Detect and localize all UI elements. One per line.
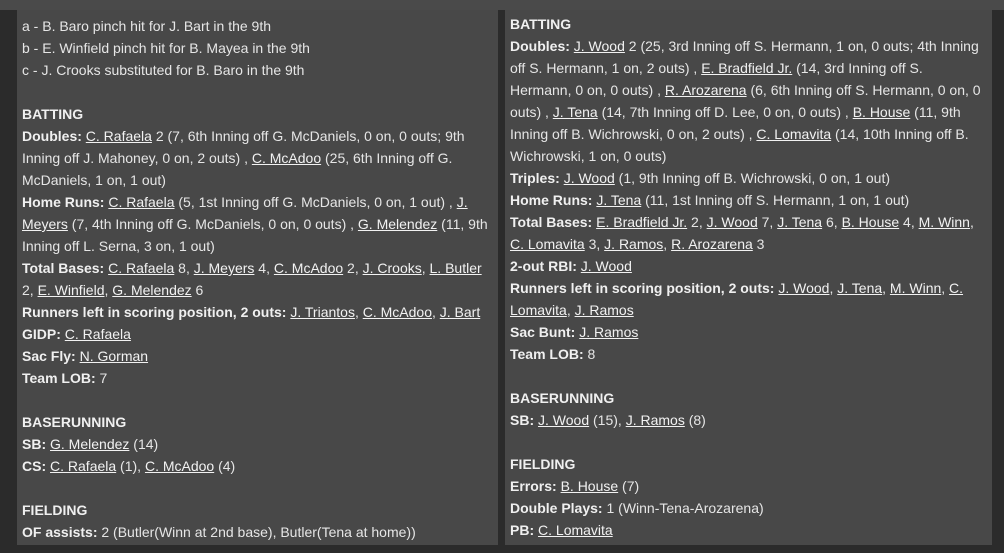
stat-line-of-assists — [22, 521, 493, 543]
player-link[interactable]: C. Rafaela — [108, 260, 175, 276]
stat-text: , — [969, 214, 974, 230]
stat-label: Home Runs: — [510, 192, 593, 208]
substitution-note: a - B. Baro pinch hit for J. Bart in the 9th — [22, 18, 272, 34]
stat-text: 3, — [584, 236, 605, 252]
stat-text: (14) — [129, 436, 159, 452]
player-link[interactable]: J. Wood — [563, 170, 615, 186]
stat-text: 2, — [687, 214, 707, 230]
stat-text: (1, 9th Inning off B. Wichrowski, 0 on, 1 out) — [614, 170, 891, 186]
stat-label: Errors: — [510, 478, 557, 494]
player-link[interactable]: J. Wood — [778, 280, 830, 296]
spacer — [510, 365, 987, 387]
player-link[interactable]: C. Lomavita — [538, 522, 613, 538]
stat-text: , — [941, 280, 950, 296]
stat-line-gidp — [22, 323, 493, 345]
stat-label: CS: — [22, 458, 47, 474]
player-link[interactable]: J. Wood — [573, 38, 625, 54]
player-link[interactable]: M. Winn — [918, 214, 970, 230]
spacer — [22, 389, 493, 411]
stat-text: (14, 10th Inning off B. Wichrowski, 1 on, 0 outs) — [510, 126, 969, 164]
player-link[interactable]: C. Lomavita — [510, 236, 585, 252]
player-link[interactable]: J. Tena — [777, 214, 823, 230]
stat-label: SB: — [510, 412, 535, 428]
stat-text: 2 (25, 3rd Inning off S. Hermann, 1 on, 0 outs; 4th Inning off S. Hermann, 1 on, 2 outs) , — [510, 38, 979, 76]
player-link[interactable]: E. Bradfield Jr. — [596, 214, 688, 230]
stat-text: 1 (Winn-Tena-Arozarena) — [602, 500, 764, 516]
player-link[interactable]: J. Triantos — [290, 304, 355, 320]
spacer — [22, 81, 493, 103]
player-link[interactable]: C. Rafaela — [85, 128, 152, 144]
stat-text: 7, — [757, 214, 778, 230]
section-heading-fielding: FIELDING — [22, 502, 88, 518]
stat-text: , — [663, 236, 672, 252]
stat-text: (14, 3rd Inning off S. Hermann, 0 on, 0 outs) , — [510, 60, 923, 98]
stat-label: Team LOB: — [510, 346, 584, 362]
stat-line-runners-left-in-scoring-position-2-outs — [22, 301, 493, 323]
player-link[interactable]: B. House — [841, 214, 900, 230]
stat-label: Runners left in scoring position, 2 outs: — [510, 280, 775, 296]
stat-text: , — [354, 304, 363, 320]
stat-text: , — [421, 260, 430, 276]
stat-text: (14, 7th Inning off D. Lee, 0 on, 0 outs) , — [597, 104, 853, 120]
player-link[interactable]: N. Gorman — [79, 348, 149, 364]
stat-text: (7) — [618, 478, 640, 494]
stat-label: Total Bases: — [510, 214, 593, 230]
stat-text: 7 — [95, 370, 108, 386]
section-heading-baserunning: BASERUNNING — [22, 414, 127, 430]
player-link[interactable]: J. Tena — [596, 192, 642, 208]
stat-text: (25, 6th Inning off G. McDaniels, 1 on, 1 out) — [22, 150, 453, 188]
stat-line-total-bases — [22, 257, 493, 301]
stat-text: (15), — [589, 412, 626, 428]
player-link[interactable]: G. Melendez — [50, 436, 130, 452]
stat-text: (8) — [684, 412, 706, 428]
player-link[interactable]: C. McAdoo — [362, 304, 432, 320]
stat-label: SB: — [22, 436, 47, 452]
stat-label: Double Plays: — [510, 500, 603, 516]
player-link[interactable]: E. Winfield — [37, 282, 105, 298]
player-link[interactable]: E. Bradfield Jr. — [701, 60, 793, 76]
stat-line-errors — [510, 475, 987, 497]
player-link[interactable]: J. Ramos — [625, 412, 685, 428]
substitution-note: b - E. Winfield pinch hit for B. Mayea in the 9th — [22, 40, 310, 56]
away-team-notes-panel — [17, 10, 498, 545]
stat-text: (1), — [116, 458, 145, 474]
player-link[interactable]: J. Crooks — [362, 260, 422, 276]
stat-text: (7, 4th Inning off G. McDaniels, 0 on, 0 outs) , — [67, 216, 358, 232]
player-link[interactable]: B. House — [560, 478, 619, 494]
stat-line-doubles — [22, 125, 493, 191]
stat-line-team-lob — [510, 343, 987, 365]
stat-text: 3 — [752, 236, 765, 252]
stat-text: 2 (Butler(Winn at 2nd base), Butler(Tena at home)) — [97, 524, 416, 540]
stat-label: GIDP: — [22, 326, 61, 342]
stat-line-home-runs — [510, 189, 987, 211]
player-link[interactable]: J. Ramos — [574, 302, 634, 318]
player-link[interactable]: G. Melendez — [112, 282, 192, 298]
stat-line-triples — [510, 167, 987, 189]
player-link[interactable]: C. McAdoo — [251, 150, 322, 166]
stat-line-sac-bunt — [510, 321, 987, 343]
section-heading-batting: BATTING — [510, 16, 572, 32]
substitution-note: c - J. Crooks substituted for B. Baro in the 9th — [22, 62, 305, 78]
stat-text: 6, — [822, 214, 842, 230]
stat-line-total-bases — [510, 211, 987, 255]
stat-label: Doubles: — [510, 38, 570, 54]
player-link[interactable]: J. Bart — [439, 304, 481, 320]
stat-label: Triples: — [510, 170, 560, 186]
player-link[interactable]: J. Tena — [837, 280, 883, 296]
stat-line-double-plays — [510, 497, 987, 519]
player-link[interactable]: C. McAdoo — [144, 458, 215, 474]
stat-line-2-out-rbi — [510, 255, 987, 277]
spacer — [22, 477, 493, 499]
stat-text: 2, — [343, 260, 363, 276]
player-link[interactable]: R. Arozarena — [671, 236, 753, 252]
stat-label: PB: — [510, 522, 535, 538]
stat-text: 4, — [254, 260, 274, 276]
player-link[interactable]: J. Wood — [580, 258, 632, 274]
stat-text: 8 — [583, 346, 596, 362]
stat-text: (11, 9th Inning off L. Serna, 3 on, 1 out) — [22, 216, 488, 254]
player-link[interactable]: C. McAdoo — [273, 260, 344, 276]
player-link[interactable]: J. Meyers — [193, 260, 255, 276]
player-link[interactable]: J. Ramos — [604, 236, 664, 252]
stat-line-home-runs — [22, 191, 493, 257]
player-link[interactable]: J. Meyers — [22, 194, 468, 232]
stat-label: Runners left in scoring position, 2 outs: — [22, 304, 287, 320]
player-link[interactable]: C. Lomavita — [756, 126, 832, 142]
player-link[interactable]: M. Winn — [889, 280, 942, 296]
spacer — [510, 431, 987, 453]
player-link[interactable]: C. Lomavita — [510, 280, 964, 318]
stat-label: Sac Fly: — [22, 348, 76, 364]
top-bar — [0, 0, 1004, 10]
stat-line-team-lob — [22, 367, 493, 389]
stat-text: , — [104, 282, 113, 298]
home-team-notes-panel — [505, 10, 992, 545]
stat-line-runners-left-in-scoring-position-2-outs — [510, 277, 987, 321]
section-heading-fielding: FIELDING — [510, 456, 576, 472]
player-link[interactable]: J. Wood — [538, 412, 590, 428]
player-link[interactable]: B. House — [852, 104, 911, 120]
stat-label: Home Runs: — [22, 194, 105, 210]
stat-line-pb — [510, 519, 987, 541]
stat-text: 8, — [174, 260, 194, 276]
stat-line-doubles — [510, 35, 987, 167]
player-link[interactable]: C. Rafaela — [50, 458, 117, 474]
section-heading-batting: BATTING — [22, 106, 84, 122]
player-link[interactable]: G. Melendez — [357, 216, 438, 232]
stat-label: 2-out RBI: — [510, 258, 577, 274]
player-link[interactable]: C. Rafaela — [108, 194, 175, 210]
stat-text: (4) — [214, 458, 236, 474]
stat-line-sb — [22, 433, 493, 455]
stat-text: , — [566, 302, 575, 318]
stat-label: Sac Bunt: — [510, 324, 576, 340]
player-link[interactable]: R. Arozarena — [664, 82, 747, 98]
stat-label: Total Bases: — [22, 260, 105, 276]
player-link[interactable]: C. Rafaela — [64, 326, 131, 342]
stat-text: 2, — [22, 282, 38, 298]
stat-text: , — [882, 280, 890, 296]
stat-label: Doubles: — [22, 128, 82, 144]
player-link[interactable]: J. Tena — [552, 104, 598, 120]
stat-label: Team LOB: — [22, 370, 96, 386]
stat-text: , — [829, 280, 838, 296]
section-heading-baserunning: BASERUNNING — [510, 390, 615, 406]
player-link[interactable]: J. Wood — [706, 214, 758, 230]
stat-text: 4, — [899, 214, 919, 230]
stat-text: (5, 1st Inning off G. McDaniels, 0 on, 1 out) , — [174, 194, 457, 210]
stat-text: 2 (7, 6th Inning off G. McDaniels, 0 on, 0 outs; 9th Inning off J. Mahoney, 0 on, 2 outs) , — [22, 128, 465, 166]
player-link[interactable]: J. Ramos — [579, 324, 639, 340]
stat-text: , — [431, 304, 440, 320]
stat-text: (6, 6th Inning off S. Hermann, 0 on, 0 outs) , — [510, 82, 981, 120]
stat-text: (11, 1st Inning off S. Hermann, 1 on, 1 out) — [641, 192, 910, 208]
stat-label: OF assists: — [22, 524, 98, 540]
stat-line-sac-fly — [22, 345, 493, 367]
player-link[interactable]: L. Butler — [429, 260, 482, 276]
stat-text: 6 — [191, 282, 204, 298]
stat-line-sb — [510, 409, 987, 431]
stat-line-cs — [22, 455, 493, 477]
stat-text: (11, 9th Inning off B. Wichrowski, 0 on, 2 outs) , — [510, 104, 961, 142]
